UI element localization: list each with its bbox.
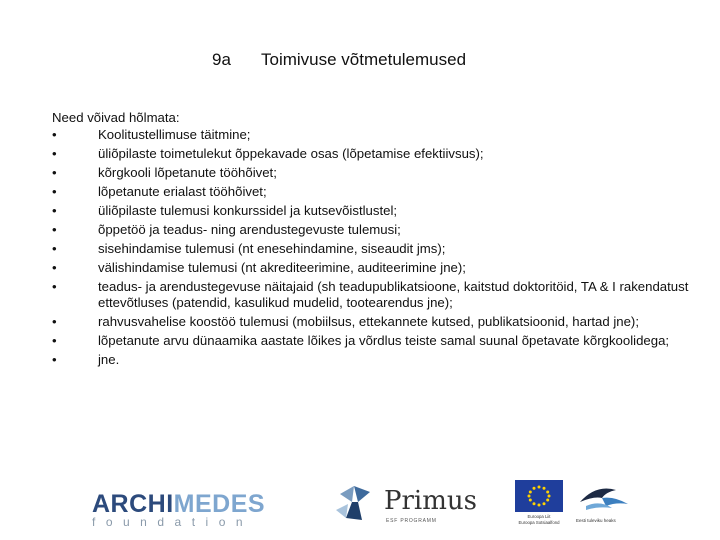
bullet-item bbox=[52, 222, 692, 238]
bullet-text: Koolitustellimuse täitmine; bbox=[98, 127, 251, 142]
bullet-text: lõpetanute arvu dünaamika aastate lõikes ja võrdlus teiste samal suunal õpetavate kõrgkoolidega; bbox=[98, 333, 670, 348]
bullet-item bbox=[52, 127, 692, 143]
bullet-text: jne. bbox=[98, 352, 120, 367]
eu-flag-icon bbox=[515, 480, 563, 512]
bullet-marker: • bbox=[52, 184, 57, 199]
bullet-item bbox=[52, 165, 692, 181]
bullet-item bbox=[52, 279, 692, 311]
bullet-marker: • bbox=[52, 260, 57, 275]
bullet-item bbox=[52, 146, 692, 162]
bullet-marker: • bbox=[52, 333, 57, 348]
archimedes-logo-text-b: MEDES bbox=[173, 490, 266, 518]
bullet-text: välishindamise tulemusi (nt akrediteerimine, auditeerimine jne); bbox=[98, 260, 466, 275]
bullet-text: kõrgkooli lõpetanute tööhõivet; bbox=[98, 165, 277, 180]
bullet-text: õppetöö ja teadus- ning arendustegevuste tulemusi; bbox=[98, 222, 401, 237]
bullet-marker: • bbox=[52, 146, 57, 161]
bullet-item bbox=[52, 333, 692, 349]
bullet-marker: • bbox=[52, 203, 57, 218]
bullet-marker: • bbox=[52, 222, 57, 237]
estonia-future-logo bbox=[576, 480, 632, 530]
bullet-item bbox=[52, 352, 692, 368]
bullet-marker: • bbox=[52, 127, 57, 142]
slide-heading: Toimivuse võtmetulemused bbox=[261, 50, 467, 69]
bullet-text: sisehindamise tulemusi (nt enesehindamine, siseaudit jms); bbox=[98, 241, 446, 256]
bullet-marker: • bbox=[52, 279, 57, 294]
logo-footer bbox=[0, 470, 720, 530]
eu-caption-line2: Euroopa Sotsiaalfond bbox=[518, 519, 560, 525]
bullet-marker: • bbox=[52, 241, 57, 256]
primus-logo bbox=[332, 480, 482, 530]
bullet-item bbox=[52, 241, 692, 257]
archimedes-logo-subtitle: foundation bbox=[92, 515, 254, 529]
bullet-item bbox=[52, 184, 692, 200]
slide-number: 9a bbox=[212, 50, 231, 69]
bullet-marker: • bbox=[52, 314, 57, 329]
bullet-text: teadus- ja arendustegevuse näitajaid (sh teadupublikatsioone, kaitstud doktoritöid, TA & I rakendatust ettevõtluses (patendid, kasulikud mudelid, tootearendus jne); bbox=[98, 279, 689, 310]
bullet-text: üliõpilaste tulemusi konkurssidel ja kutsevõistlustel; bbox=[98, 203, 398, 218]
bullet-item bbox=[52, 203, 692, 219]
intro-text: Need võivad hõlmata: bbox=[52, 110, 180, 125]
estonia-caption: Eesti tuleviku heaks bbox=[576, 518, 616, 523]
bullet-text: üliõpilaste toimetulekut õppekavade osas (lõpetamise efektiivsus); bbox=[98, 146, 484, 161]
eu-caption-line1: Euroopa Liit bbox=[527, 514, 551, 519]
swallow-bird-icon bbox=[576, 480, 632, 516]
primus-emblem-icon bbox=[332, 480, 380, 528]
bullet-list bbox=[52, 127, 692, 371]
bullet-item bbox=[52, 260, 692, 276]
bullet-marker: • bbox=[52, 352, 57, 367]
bullet-text: lõpetanute erialast tööhõivet; bbox=[98, 184, 267, 199]
primus-logo-subtitle: ESF PROGRAMM bbox=[386, 518, 437, 524]
bullet-item bbox=[52, 314, 692, 330]
primus-logo-name: Primus bbox=[384, 486, 477, 516]
eu-social-fund-logo bbox=[515, 480, 565, 530]
archimedes-foundation-logo bbox=[92, 490, 302, 530]
archimedes-logo-text-a: ARCHI bbox=[92, 490, 174, 518]
bullet-text: rahvusvahelise koostöö tulemusi (mobiilsus, ettekannete kutsed, publikatsioonid, hartad jne); bbox=[98, 314, 639, 329]
bullet-marker: • bbox=[52, 165, 57, 180]
